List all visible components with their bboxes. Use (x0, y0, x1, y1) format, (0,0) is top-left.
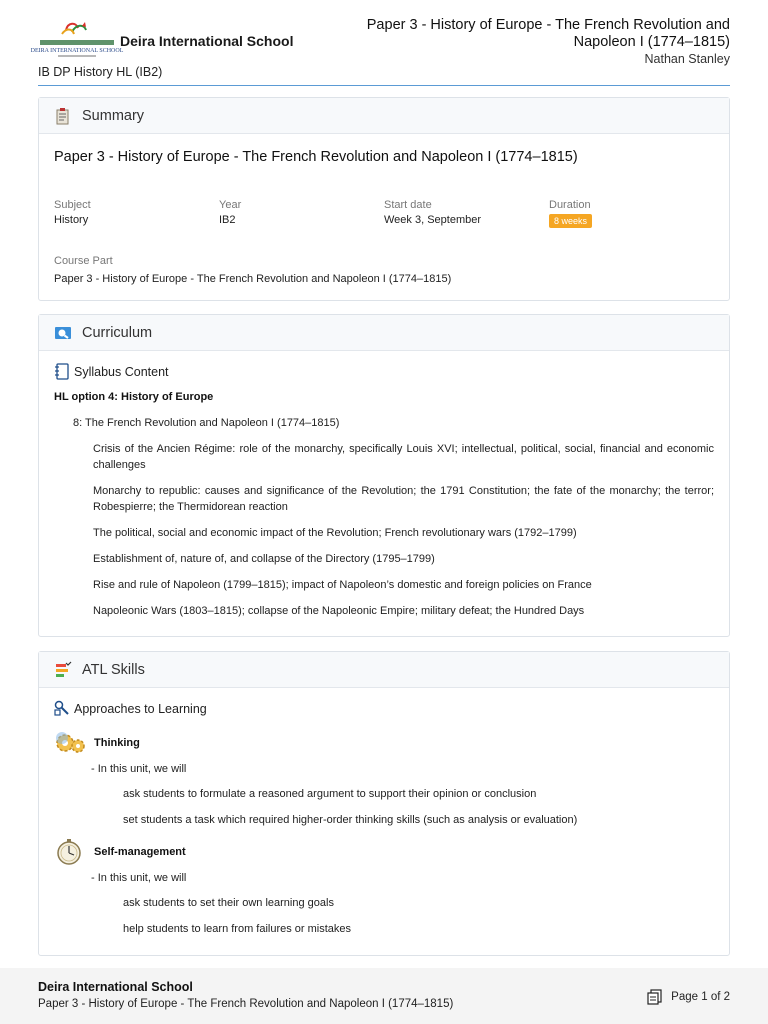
topic-title: 8: The French Revolution and Napoleon I (1774–1815) (73, 417, 340, 429)
syllabus-item: Monarchy to republic: causes and significance of the Revolution; the 1791 Constitution; the fate of the monarchy; the terror; Robespierre; the Thermidorean reaction (93, 485, 714, 513)
syllabus-content-heading (54, 363, 169, 380)
page-header (30, 14, 730, 86)
skill-intro: - In this unit, we will (91, 872, 187, 884)
syllabus-item: The political, social and economic impact of the Revolution; French revolutionary wars (1792–1799) (93, 527, 577, 539)
syllabus-item: Crisis of the Ancien Régime: role of the monarchy, specifically Louis XVI; intellectual, political, social, financial and economic challenges (93, 443, 714, 471)
approaches-label: Approaches to Learning (74, 701, 207, 716)
course-part (54, 255, 451, 285)
page-footer (0, 968, 768, 1024)
field-subject (54, 199, 91, 226)
stopwatch-icon (54, 839, 86, 865)
page-indicator (647, 989, 730, 1005)
skill-line: ask students to formulate a reasoned argument to support their opinion or conclusion (123, 788, 537, 800)
syllabus-item: Rise and rule of Napoleon (1799–1815); impact of Napoleon’s domestic and foreign policies on France (93, 579, 592, 591)
skill-name: Self-management (94, 846, 186, 858)
syllabus-item: Establishment of, nature of, and collapse of the Directory (1795–1799) (93, 553, 435, 565)
course-part-label: Course Part (54, 255, 113, 267)
field-label: Duration (549, 199, 591, 211)
clipboard-icon (54, 107, 72, 125)
syllabus-content-label: Syllabus Content (74, 364, 169, 379)
footer-document-title: Paper 3 - History of Europe - The French Revolution and Napoleon I (1774–1815) (38, 998, 454, 1010)
field-label: Start date (384, 199, 432, 211)
skill-line: set students a task which required higher-order thinking skills (such as analysis or evaluation) (123, 814, 578, 826)
field-year (219, 199, 241, 226)
duration-badge: 8 weeks (549, 214, 592, 228)
skill-name: Thinking (94, 737, 140, 749)
summary-title: Paper 3 - History of Europe - The French Revolution and Napoleon I (1774–1815) (54, 149, 578, 165)
magnifier-icon (54, 324, 72, 342)
field-value: History (54, 214, 89, 226)
option-title: HL option 4: History of Europe (54, 391, 214, 403)
skill-intro: - In this unit, we will (91, 763, 187, 775)
atl-header (39, 652, 729, 688)
field-value: IB2 (219, 214, 236, 226)
field-label: Subject (54, 199, 91, 211)
page-number: Page 1 of 2 (671, 991, 730, 1003)
skill-line: help students to learn from failures or mistakes (123, 923, 352, 935)
notebook-icon (54, 363, 70, 380)
curriculum-heading: Curriculum (82, 324, 153, 341)
school-name: Deira International School (120, 33, 294, 49)
summary-heading: Summary (82, 107, 145, 124)
field-duration (549, 199, 592, 228)
document-title: Paper 3 - History of Europe - The French Revolution and Napoleon I (1774–1815) (366, 17, 730, 50)
approaches-heading (54, 700, 207, 717)
summary-panel (38, 97, 730, 301)
curriculum-panel (38, 314, 730, 637)
wrench-icon (54, 700, 70, 717)
skill-line: ask students to set their own learning goals (123, 897, 334, 909)
curriculum-header (39, 315, 729, 351)
pages-icon (647, 989, 663, 1005)
syllabus-items (93, 441, 714, 629)
author-name: Nathan Stanley (644, 52, 730, 66)
skill-thinking (54, 730, 140, 756)
checklist-icon (54, 661, 72, 679)
field-label: Year (219, 199, 242, 211)
atl-skills-panel (38, 651, 730, 956)
summary-header (39, 98, 729, 134)
field-start-date (384, 199, 481, 226)
field-value: Week 3, September (384, 214, 482, 226)
svg-text:DEIRA INTERNATIONAL SCHOOL: DEIRA INTERNATIONAL SCHOOL (30, 48, 124, 54)
course-code: IB DP History HL (IB2) (38, 65, 163, 79)
syllabus-item: Napoleonic Wars (1803–1815); collapse of the Napoleonic Empire; military defeat; the Hundred Days (93, 605, 585, 617)
footer-school-name: Deira International School (38, 980, 193, 994)
course-part-value: Paper 3 - History of Europe - The French Revolution and Napoleon I (1774–1815) (54, 273, 452, 285)
school-logo (30, 20, 124, 60)
atl-heading: ATL Skills (82, 661, 145, 678)
gears-icon (54, 730, 86, 756)
skill-self-management (54, 839, 186, 865)
